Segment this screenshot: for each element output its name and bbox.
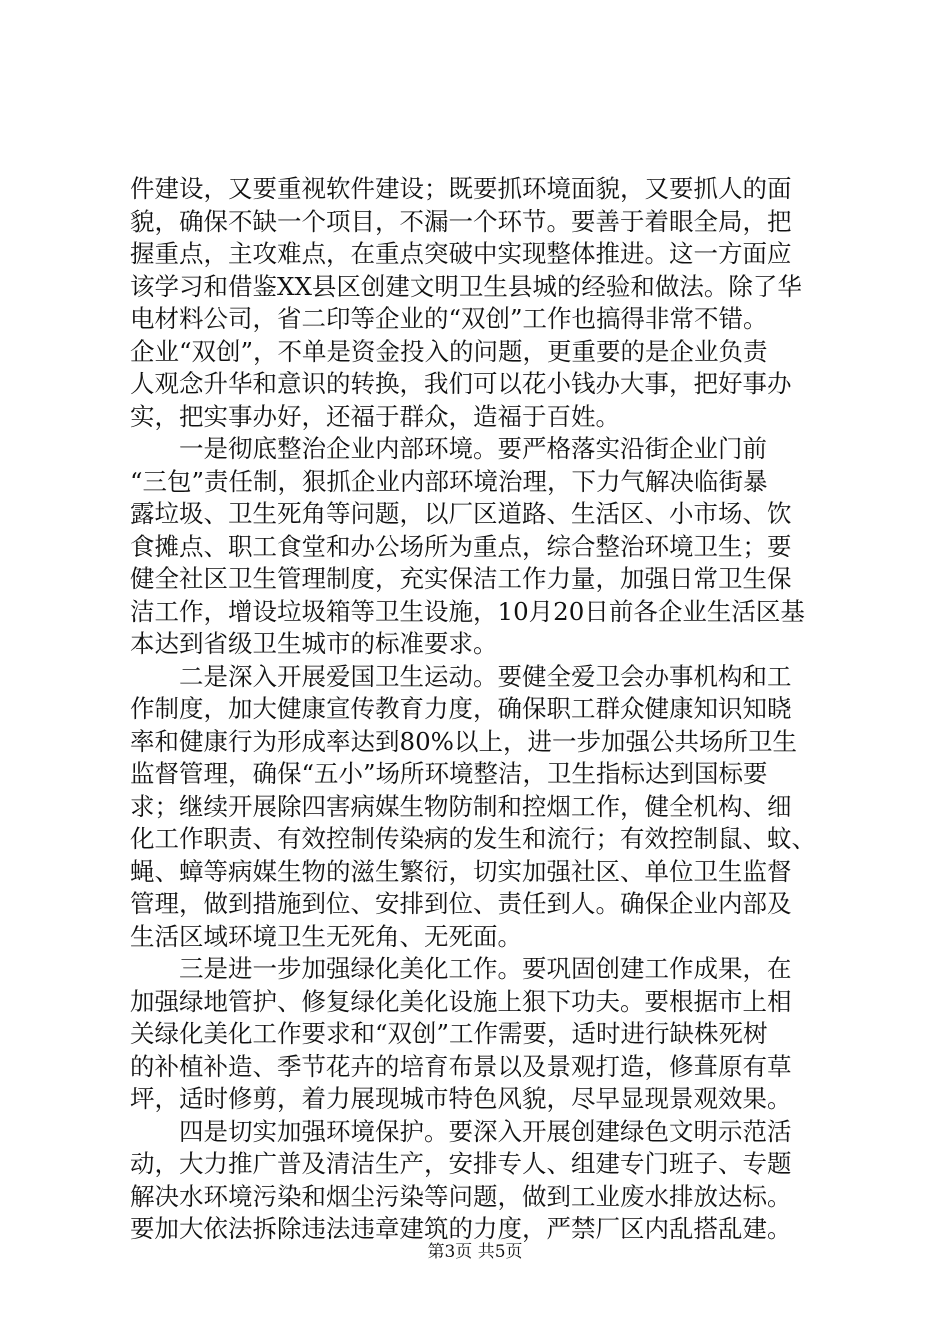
text-line: 蝇、蟑等病媒生物的滋生繁衍，切实加强社区、单位卫生监督 (130, 856, 792, 886)
text-line: 解决水环境污染和烟尘污染等问题，做到工业废水排放达标。 (130, 1181, 792, 1211)
text-line: 握重点，主攻难点，在重点突破中实现整体推进。这一方面应 (130, 239, 792, 268)
text-line: 二是深入开展爱国卫生运动。要健全爱卫会办事机构和工 (130, 661, 792, 691)
text-line: 貌，确保不缺一个项目，不漏一个环节。要善于着眼全局，把 (130, 206, 792, 236)
text-line: 件建设，又要重视软件建设；既要抓环境面貌，又要抓人的面 (130, 174, 792, 203)
text-line: 的补植补造、季节花卉的培育布景以及景观打造，修葺原有草 (130, 1051, 792, 1081)
text-line: 四是切实加强环境保护。要深入开展创建绿色文明示范活 (130, 1116, 792, 1146)
text-line: 监督管理，确保“五小”场所环境整洁，卫生指标达到国标要 (130, 759, 768, 788)
text-line: 实，把实事办好，还福于群众，造福于百姓。 (130, 401, 620, 431)
text-line: 三是进一步加强绿化美化工作。要巩固创建工作成果，在 (130, 954, 792, 983)
text-line: 求；继续开展除四害病媒生物防制和控烟工作，健全机构、细 (130, 791, 792, 821)
text-line: 该学习和借鉴XX县区创建文明卫生县城的经验和做法。除了华 (130, 271, 802, 301)
text-line: 企业“双创”，不单是资金投入的问题，更重要的是企业负责 (130, 336, 768, 366)
text-line: 关绿化美化工作要求和“双创”工作需要，适时进行缺株死树 (130, 1019, 768, 1048)
text-line: 电材料公司，省二印等企业的“双创”工作也搞得非常不错。 (130, 304, 768, 333)
text-line: 健全社区卫生管理制度，充实保洁工作力量，加强日常卫生保 (130, 564, 792, 593)
text-line: “三包”责任制，狠抓企业内部环境治理，下力气解决临街暴 (130, 466, 768, 496)
text-line: 化工作职责、有效控制传染病的发生和流行；有效控制鼠、蚊、 (130, 824, 816, 853)
text-line: 坪，适时修剪，着力展现城市特色风貌，尽早显现景观效果。 (130, 1084, 792, 1113)
body-text (130, 173, 830, 1246)
text-line: 洁工作，增设垃圾箱等卫生设施，10月20日前各企业生活区基 (130, 596, 805, 626)
text-line: 一是彻底整治企业内部环境。要严格落实沿街企业门前 (130, 434, 767, 463)
text-line: 露垃圾、卫生死角等问题，以厂区道路、生活区、小市场、饮 (130, 499, 792, 528)
text-line: 要加大依法拆除违法违章建筑的力度，严禁厂区内乱搭乱建。 (130, 1214, 792, 1243)
text-line: 率和健康行为形成率达到80%以上，进一步加强公共场所卫生 (130, 726, 797, 756)
text-line: 加强绿地管护、修复绿化美化设施上狠下功夫。要根据市上相 (130, 986, 792, 1016)
text-line: 人观念升华和意识的转换，我们可以花小钱办大事，把好事办 (130, 369, 792, 398)
page-footer: 第3页 共5页 (427, 1242, 523, 1262)
text-line: 本达到省级卫生城市的标准要求。 (130, 629, 498, 658)
text-line: 管理，做到措施到位、安排到位、责任到人。确保企业内部及 (130, 889, 792, 918)
text-line: 作制度，加大健康宣传教育力度，确保职工群众健康知识知晓 (130, 694, 792, 723)
text-line: 食摊点、职工食堂和办公场所为重点，综合整治环境卫生；要 (130, 531, 792, 561)
text-line: 生活区域环境卫生无死角、无死面。 (130, 921, 522, 951)
text-line: 动，大力推广普及清洁生产，安排专人、组建专门班子、专题 (130, 1149, 792, 1178)
